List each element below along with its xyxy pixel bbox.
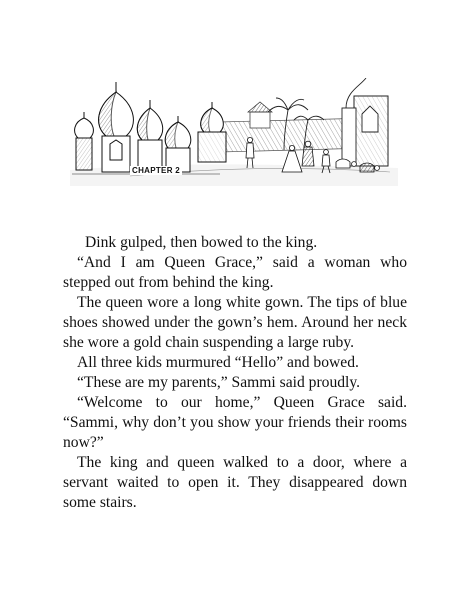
chapter-label: CHAPTER 2: [132, 166, 181, 175]
paragraph: “Welcome to our home,” Queen Grace said. “Sammi, why don’t you show your friends their rooms now?”: [63, 394, 407, 451]
paragraph: The queen wore a long white gown. The tips of blue shoes showed under the gown’s hem. Around her neck she wore a gold chain suspending a large ruby.: [63, 294, 407, 351]
paragraph: Dink gulped, then bowed to the king.: [85, 234, 318, 251]
paragraph: The king and queen walked to a door, where a servant waited to open it. They disappeared down some stairs.: [63, 454, 407, 511]
paragraph: All three kids murmured “Hello” and bowed.: [77, 354, 359, 371]
story-text: [63, 233, 407, 513]
paragraph: “And I am Queen Grace,” said a woman who stepped out from behind the king.: [63, 254, 407, 291]
chapter-header-illustration: [70, 78, 398, 186]
paragraph: “These are my parents,” Sammi said proudly.: [77, 374, 361, 391]
